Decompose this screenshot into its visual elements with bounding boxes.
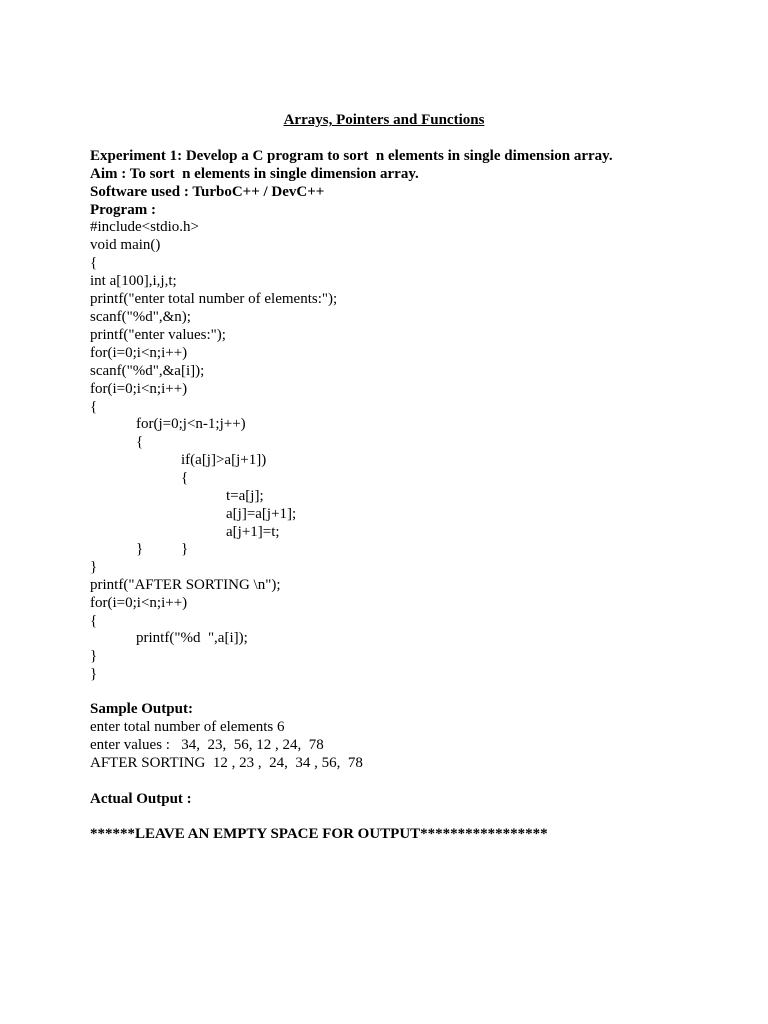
code-line: t=a[j];: [226, 488, 264, 504]
experiment-title: Experiment 1: Develop a C program to sort n elements in single dimension array.: [90, 148, 613, 164]
code-line: a[j]=a[j+1];: [226, 506, 297, 522]
code-line: if(a[j]>a[j+1]): [181, 452, 267, 468]
software-line: Software used : TurboC++ / DevC++: [90, 184, 325, 200]
page-title: Arrays, Pointers and Functions: [283, 112, 485, 128]
code-line: a[j+1]=t;: [226, 524, 280, 540]
sample-output-line: AFTER SORTING 12 , 23 , 24, 34 , 56, 78: [90, 755, 363, 771]
code-line: }: [90, 648, 98, 664]
code-line: {: [90, 613, 98, 629]
code-line: {: [90, 399, 98, 415]
code-line: int a[100],i,j,t;: [90, 273, 177, 289]
code-line: }: [136, 541, 144, 557]
code-line: for(i=0;i<n;i++): [90, 595, 188, 611]
code-line: printf("enter values:");: [90, 327, 226, 343]
code-line: for(j=0;j<n-1;j++): [136, 416, 246, 432]
code-line: printf("AFTER SORTING \n");: [90, 577, 281, 593]
code-line: for(i=0;i<n;i++): [90, 381, 188, 397]
sample-output-label: Sample Output:: [90, 701, 193, 717]
code-line: {: [136, 434, 144, 450]
code-line: }: [181, 541, 189, 557]
code-line: scanf("%d",&a[i]);: [90, 363, 205, 379]
code-line: {: [90, 255, 98, 271]
sample-output-line: enter total number of elements 6: [90, 719, 285, 735]
code-line: printf("enter total number of elements:");: [90, 291, 338, 307]
code-line: scanf("%d",&n);: [90, 309, 191, 325]
code-line: printf("%d ",a[i]);: [136, 630, 248, 646]
aim-line: Aim : To sort n elements in single dimension array.: [90, 166, 419, 182]
actual-output-label: Actual Output :: [90, 791, 192, 807]
empty-space-note: ******LEAVE AN EMPTY SPACE FOR OUTPUT*****************: [90, 826, 548, 842]
code-line: for(i=0;i<n;i++): [90, 345, 188, 361]
program-label: Program :: [90, 202, 156, 218]
code-line: }: [90, 666, 98, 682]
code-line: void main(): [90, 237, 161, 253]
sample-output-line: enter values : 34, 23, 56, 12 , 24, 78: [90, 737, 324, 753]
code-line: #include<stdio.h>: [90, 219, 199, 235]
code-line: {: [181, 470, 189, 486]
code-line: }: [90, 559, 98, 575]
